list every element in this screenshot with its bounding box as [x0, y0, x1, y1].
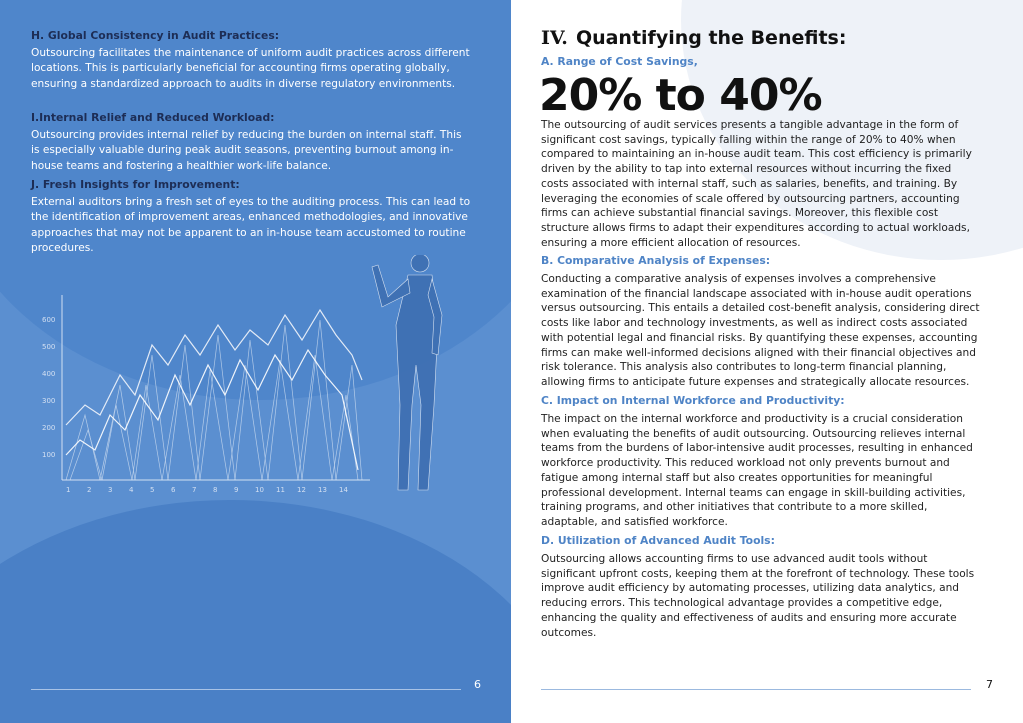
section-numeral: IV.	[541, 27, 568, 49]
section-body-d: Outsourcing allows accounting firms to use advanced audit tools without significant upfront costs, keeping them at the forefront of technology. These tools improve audit efficiency by automating processes, utilizing data analytics, and reducing errors. This technological advantage provides a competitive edge, enhancing the quality and effectiveness of audits and ensuring more accurate outcomes.	[541, 553, 975, 639]
sketch-x-tick: 2	[87, 486, 92, 494]
section-heading-b: B. Comparative Analysis of Expenses:	[541, 254, 771, 267]
page-number: 7	[986, 678, 993, 691]
sketch-line-front	[66, 350, 358, 470]
section-body-b: Conducting a comparative analysis of expenses involves a comprehensive examination of the financial landscape associated with in-house audit operations versus outsourcing. This entails a detailed cost-benefit analysis, considering direct costs like labor and technology investments, as well as indirect costs associated with potential legal and financial risks. By quantifying these expenses, accounting firms can make well-informed decisions aligned with their financial objectives and risk tolerance. This analysis also contributes to long-term financial planning, allowing firms to anticipate future expenses and strategically allocate resources.	[541, 273, 980, 388]
footer-rule	[541, 689, 971, 690]
sketch-x-tick: 5	[150, 486, 155, 494]
section-heading-h: H. Global Consistency in Audit Practices:	[31, 29, 280, 42]
page-number: 6	[474, 678, 481, 691]
sketch-y-tick: 100	[42, 451, 56, 459]
sketch-x-tick: 6	[171, 486, 176, 494]
section-body-a: The outsourcing of audit services presents a tangible advantage in the form of significant cost savings, typically falling within the range of 20% to 40% when compared to maintaining an in-house audit team. This cost efficiency is primarily driven by the ability to tap into external resources without incurring the fixed costs associated with internal staff, such as salaries, benefits, and training. By leveraging the economies of scale offered by outsourcing partners, accounting firms can achieve substantial financial savings. Moreover, this flexible cost structure allows firms to adapt their expenditures according to actual workloads, ensuring a more efficient allocation of resources.	[541, 119, 972, 249]
sketch-chart-illustration	[40, 255, 480, 505]
section-body-j: External auditors bring a fresh set of eyes to the auditing process. This can lead to the identification of improvement areas, enhanced methodologies, and innovative approaches that may not be apparent to an in-house team accustomed to routine procedures.	[31, 196, 471, 255]
sketch-x-tick: 1	[66, 486, 71, 494]
sketch-x-tick: 9	[234, 486, 239, 494]
sketch-x-tick: 11	[276, 486, 285, 494]
section-body-i: Outsourcing provides internal relief by reducing the burden on internal staff. This is especially valuable during peak audit seasons, preventing burnout among in-house teams and fostering a healthier work-life balance.	[31, 129, 462, 172]
sketch-x-tick: 4	[129, 486, 134, 494]
sketch-x-tick: 8	[213, 486, 218, 494]
businessman-figure	[372, 255, 442, 490]
sketch-x-tick: 13	[318, 486, 327, 494]
footer-rule	[31, 689, 461, 690]
page-title-text: Quantifying the Benefits:	[575, 27, 847, 49]
cost-savings-highlight: 20% to 40%	[539, 70, 822, 121]
page-title	[541, 27, 846, 49]
section-body-c: The impact on the internal workforce and productivity is a crucial consideration when evaluating the benefits of audit outsourcing. Outsourcing relieves internal teams from the burdens of labor-intensive audit processes, resulting in enhanced workforce productivity. This reduced workload not only prevents burnout and fatigue among internal staff but also creates opportunities for meaningful professional development. Internal teams can engage in skill-building activities, training programs, and other initiatives that contribute to a more skilled, adaptable, and satisfied workforce.	[541, 413, 973, 528]
sketch-y-tick: 600	[42, 316, 56, 324]
section-heading-a: A. Range of Cost Savings,	[541, 55, 698, 68]
sketch-x-tick: 7	[192, 486, 197, 494]
sketch-y-tick: 400	[42, 370, 56, 378]
section-heading-c: C. Impact on Internal Workforce and Productivity:	[541, 394, 845, 407]
sketch-x-tick: 3	[108, 486, 113, 494]
sketch-x-tick: 10	[255, 486, 264, 494]
sketch-x-tick: 14	[339, 486, 348, 494]
sketch-y-tick: 300	[42, 397, 56, 405]
section-heading-j: J. Fresh Insights for Improvement:	[31, 178, 240, 191]
sketch-y-tick: 500	[42, 343, 56, 351]
section-heading-i: I.Internal Relief and Reduced Workload:	[31, 111, 275, 124]
sketch-y-tick: 200	[42, 424, 56, 432]
section-body-h: Outsourcing facilitates the maintenance of uniform audit practices across different locations. This is particularly beneficial for accounting firms operating globally, ensuring a standardized approach to audits in diverse regulatory environments.	[31, 47, 470, 90]
section-heading-d: D. Utilization of Advanced Audit Tools:	[541, 534, 775, 547]
sketch-x-tick: 12	[297, 486, 306, 494]
